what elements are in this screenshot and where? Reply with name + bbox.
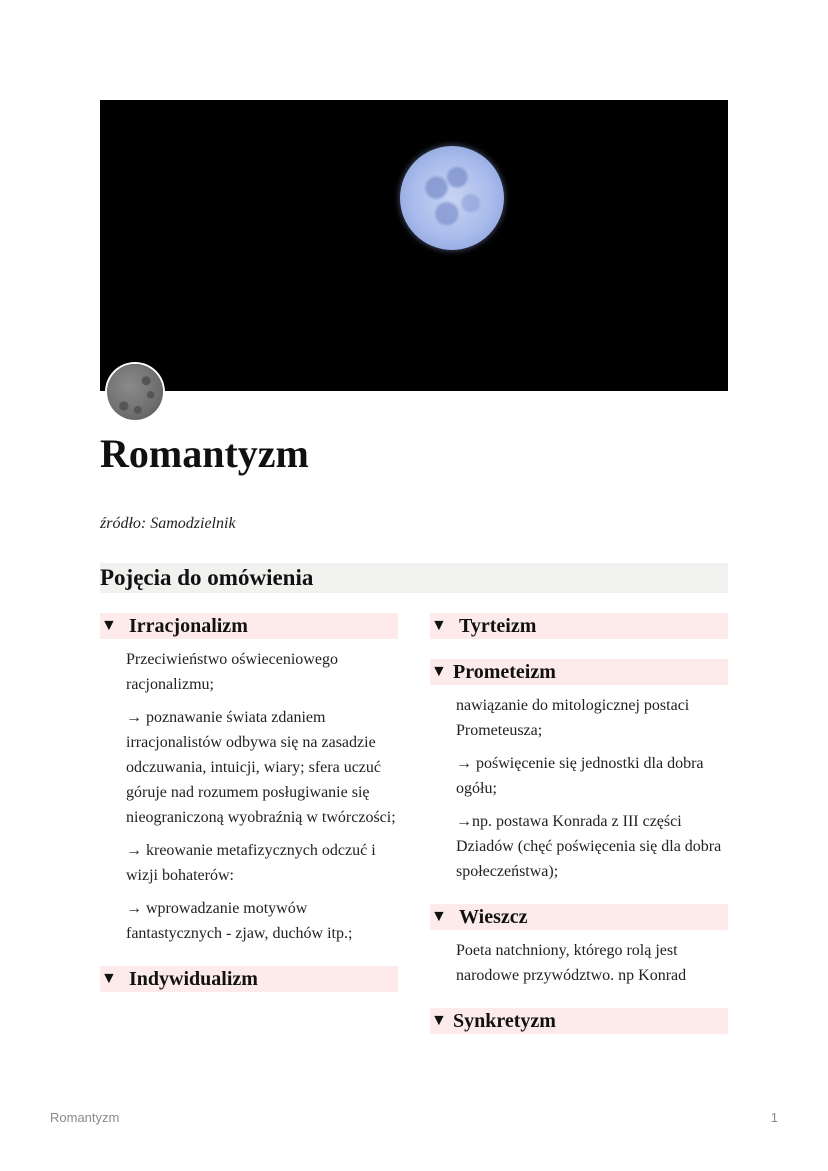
toggle-body-irracjonalizm [100, 647, 398, 946]
page-title: Romantyzm [100, 431, 309, 476]
paragraph: → poświęcenie się jednostki dla dobra ogółu; [456, 755, 704, 797]
toggle-title: Indywidualizm [129, 968, 258, 990]
triangle-down-icon[interactable]: ▼ [431, 908, 447, 925]
toggle-title: Irracjonalizm [129, 615, 248, 637]
moon-icon [107, 364, 163, 420]
toggle-tyrteizm [430, 613, 728, 639]
paragraph: → kreowanie metafizycznych odczuć i wizji bohaterów: [126, 842, 376, 884]
toggle-body-wieszcz [430, 938, 728, 988]
paragraph: → wprowadzanie motywów fantastycznych - zjaw, duchów itp.; [126, 900, 353, 942]
toggle-title: Synkretyzm [453, 1010, 556, 1032]
source-note: źródło: Samodzielnik [100, 515, 236, 532]
toggle-title: Tyrteizm [459, 615, 537, 637]
section-heading: Pojęcia do omówienia [100, 563, 728, 593]
toggle-header-prometeizm[interactable] [430, 659, 728, 685]
paragraph: Przeciwieństwo oświeceniowego racjonalizmu; [126, 651, 338, 693]
toggle-body-prometeizm [430, 693, 728, 884]
triangle-down-icon[interactable]: ▼ [101, 617, 117, 634]
triangle-down-icon[interactable]: ▼ [431, 617, 447, 634]
toggle-header-wieszcz[interactable] [430, 904, 728, 930]
cover-image [100, 100, 728, 391]
footer-page-number: 1 [770, 1110, 778, 1125]
toggle-wieszcz [430, 904, 728, 988]
toggle-synkretyzm [430, 1008, 728, 1034]
toggle-header-irracjonalizm[interactable] [100, 613, 398, 639]
toggle-header-tyrteizm[interactable] [430, 613, 728, 639]
toggle-title: Wieszcz [459, 906, 528, 928]
toggle-prometeizm [430, 659, 728, 884]
toggle-indywidualizm [100, 966, 398, 992]
toggle-irracjonalizm [100, 613, 398, 946]
full-moon-image [400, 146, 504, 250]
toggle-title: Prometeizm [453, 661, 556, 683]
footer-doc-title: Romantyzm [50, 1110, 120, 1125]
triangle-down-icon[interactable]: ▼ [431, 1012, 447, 1029]
paragraph: Poeta natchniony, którego rolą jest narodowe przywództwo. np Konrad [456, 942, 687, 984]
triangle-down-icon[interactable]: ▼ [431, 663, 447, 680]
toggle-header-synkretyzm[interactable] [430, 1008, 728, 1034]
left-column [100, 613, 398, 992]
toggle-header-indywidualizm[interactable] [100, 966, 398, 992]
right-column [430, 613, 728, 1034]
paragraph: → poznawanie świata zdaniem irracjonalistów odbywa się na zasadzie odczuwania, intuicji, wiary; sfera uczuć góruje nad rozumem posługiwanie się nieograniczoną wyobraźnią w twórczości; [126, 709, 396, 826]
triangle-down-icon[interactable]: ▼ [101, 970, 117, 987]
paragraph: →np. postawa Konrada z III części Dziadów (chęć poświęcenia się dla dobra społeczeństwa); [456, 813, 722, 880]
paragraph: nawiązanie do mitologicznej postaci Prometeusza; [456, 697, 690, 739]
